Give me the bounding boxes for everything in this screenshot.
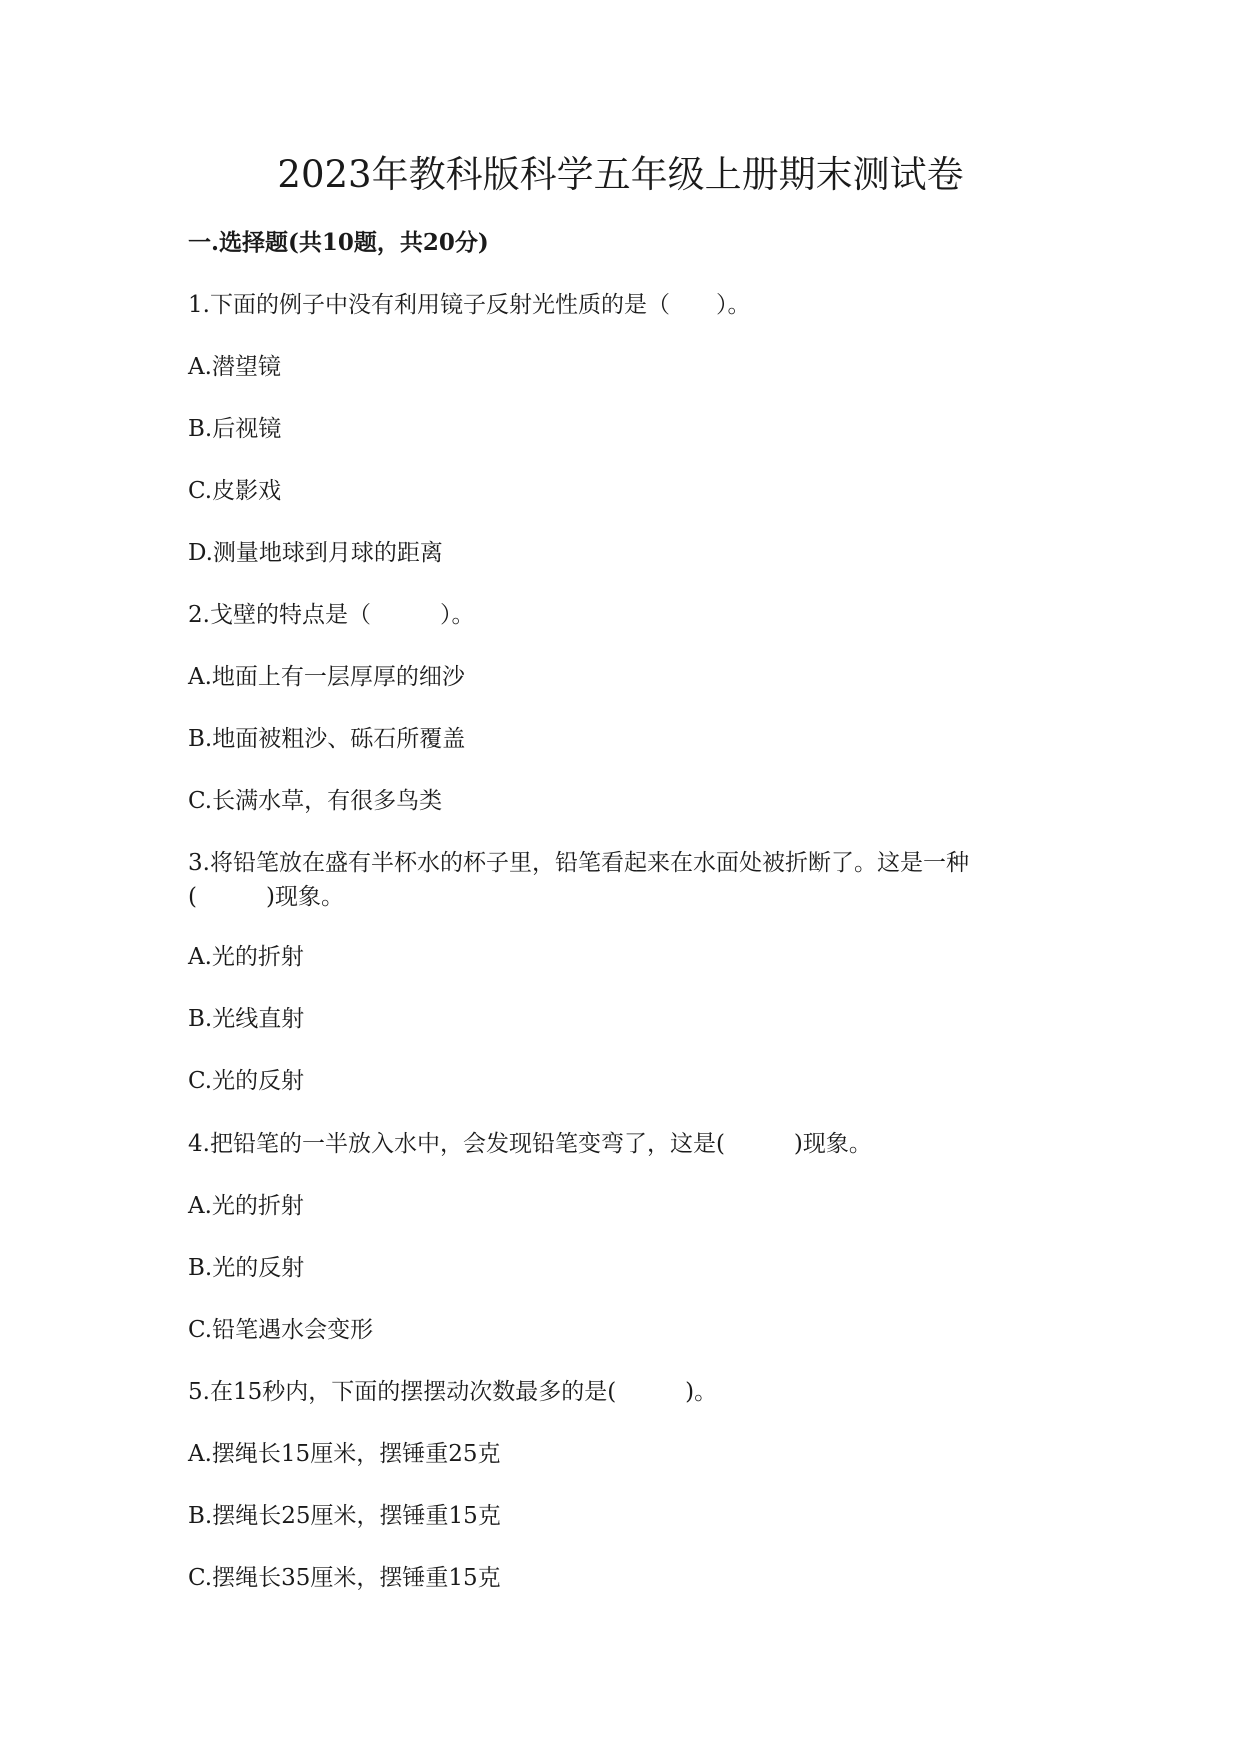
- question-4-option-b: B.光的反射: [188, 1255, 305, 1281]
- section-heading-multiple-choice: 一.选择题(共10题，共20分): [188, 229, 489, 256]
- question-3-stem: 3.将铅笔放在盛有半杯水的杯子里，铅笔看起来在水面处被折断了。这是一种: [188, 850, 969, 876]
- question-5-option-a: A.摆绳长15厘米，摆锤重25克: [188, 1441, 501, 1467]
- question-1-option-b: B.后视镜: [188, 416, 282, 442]
- question-4-stem: 4.把铅笔的一半放入水中，会发现铅笔变弯了，这是( )现象。: [188, 1131, 872, 1157]
- question-5-option-b: B.摆绳长25厘米，摆锤重15克: [188, 1503, 501, 1529]
- question-2-option-a: A.地面上有一层厚厚的细沙: [188, 664, 465, 690]
- question-1-option-c: C.皮影戏: [188, 478, 282, 504]
- question-3-option-c: C.光的反射: [188, 1068, 305, 1094]
- question-5-option-c: C.摆绳长35厘米，摆锤重15克: [188, 1565, 501, 1591]
- question-1-stem: 1.下面的例子中没有利用镜子反射光性质的是（ ）。: [188, 292, 751, 318]
- question-5-stem: 5.在15秒内，下面的摆摆动次数最多的是( )。: [188, 1379, 718, 1405]
- question-1-option-d: D.测量地球到月球的距离: [188, 540, 443, 566]
- question-4-option-a: A.光的折射: [188, 1193, 304, 1219]
- exam-title: 2023年教科版科学五年级上册期末测试卷: [277, 153, 964, 196]
- question-3-stem-continued: ( )现象。: [188, 884, 344, 910]
- question-4-option-c: C.铅笔遇水会变形: [188, 1317, 374, 1343]
- question-3-option-b: B.光线直射: [188, 1006, 305, 1032]
- question-1-option-a: A.潜望镜: [188, 354, 281, 380]
- question-2-stem: 2.戈壁的特点是（ ）。: [188, 602, 475, 628]
- question-2-option-b: B.地面被粗沙、砾石所覆盖: [188, 726, 466, 752]
- question-2-option-c: C.长满水草，有很多鸟类: [188, 788, 443, 814]
- question-3-option-a: A.光的折射: [188, 944, 304, 970]
